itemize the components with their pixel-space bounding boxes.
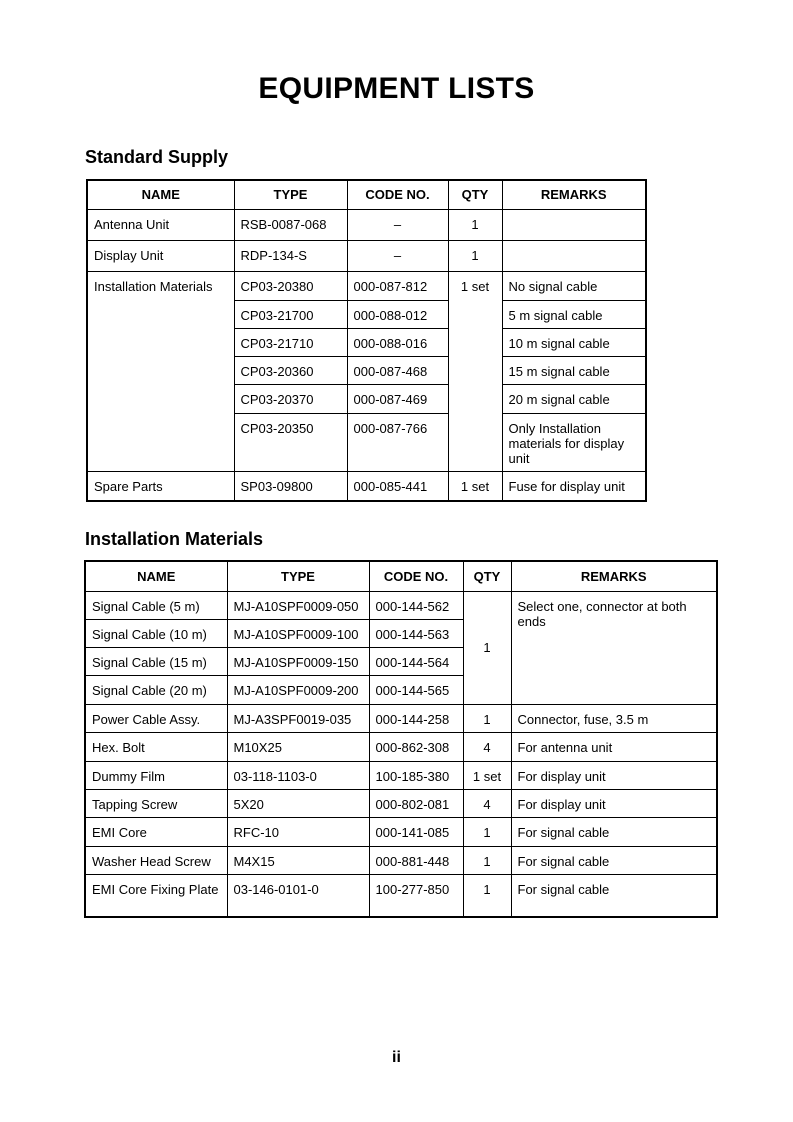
cell-qty: 1 (448, 209, 502, 240)
cell-type: SP03-09800 (234, 471, 347, 501)
cell-name: Antenna Unit (87, 209, 234, 240)
table-header-row (87, 180, 646, 209)
cell-code: 000-087-469 (347, 384, 448, 413)
cell-qty: 1 (448, 240, 502, 271)
column-header: REMARKS (502, 180, 646, 209)
cell-code: 100-185-380 (369, 761, 463, 789)
cell-code: – (347, 240, 448, 271)
cell-remarks: For signal cable (511, 846, 717, 874)
standard-supply-table (86, 179, 647, 502)
cell-qty: 1 set (463, 761, 511, 789)
cell-name: Display Unit (87, 240, 234, 271)
cell-code: 100-277-850 (369, 874, 463, 917)
column-header: TYPE (234, 180, 347, 209)
cell-name: EMI Core Fixing Plate (85, 874, 227, 917)
cell-remarks: For antenna unit (511, 732, 717, 761)
cell-remarks: Connector, fuse, 3.5 m (511, 704, 717, 732)
cell-name: EMI Core (85, 817, 227, 846)
cell-type: CP03-20350 (234, 413, 347, 471)
cell-type: RDP-134-S (234, 240, 347, 271)
table-row (85, 591, 717, 619)
column-header: CODE NO. (369, 561, 463, 591)
cell-type: 03-146-0101-0 (227, 874, 369, 917)
cell-qty: 4 (463, 789, 511, 817)
installation-materials-heading: Installation Materials (85, 529, 264, 549)
cell-name: Signal Cable (5 m) (85, 591, 227, 619)
table-row (87, 209, 646, 240)
installation-materials-table (84, 560, 718, 918)
cell-type: MJ-A10SPF0009-150 (227, 647, 369, 675)
cell-remarks: 15 m signal cable (502, 356, 646, 384)
cell-remarks: For display unit (511, 789, 717, 817)
cell-code: 000-088-016 (347, 328, 448, 356)
cell-type: MJ-A10SPF0009-050 (227, 591, 369, 619)
cell-name: Tapping Screw (85, 789, 227, 817)
cell-type: CP03-20360 (234, 356, 347, 384)
cell-code: 000-881-448 (369, 846, 463, 874)
cell-remarks (502, 209, 646, 240)
table-row (85, 874, 717, 917)
table-row (85, 761, 717, 789)
cell-remarks: For display unit (511, 761, 717, 789)
table-row (87, 271, 646, 300)
cell-code: 000-088-012 (347, 300, 448, 328)
cell-remarks: Select one, connector at both ends (511, 591, 717, 704)
cell-qty: 4 (463, 732, 511, 761)
cell-type: CP03-20370 (234, 384, 347, 413)
cell-code: 000-141-085 (369, 817, 463, 846)
cell-qty: 1 (463, 817, 511, 846)
cell-name: Hex. Bolt (85, 732, 227, 761)
cell-remarks (502, 240, 646, 271)
cell-name: Dummy Film (85, 761, 227, 789)
cell-qty: 1 set (448, 271, 502, 471)
column-header: NAME (87, 180, 234, 209)
cell-code: 000-087-766 (347, 413, 448, 471)
cell-remarks: 5 m signal cable (502, 300, 646, 328)
cell-code: 000-144-564 (369, 647, 463, 675)
cell-code: 000-862-308 (369, 732, 463, 761)
column-header: QTY (463, 561, 511, 591)
cell-type: M10X25 (227, 732, 369, 761)
cell-type: CP03-21710 (234, 328, 347, 356)
column-header: CODE NO. (347, 180, 448, 209)
cell-qty: 1 (463, 874, 511, 917)
cell-qty: 1 (463, 846, 511, 874)
table-row (85, 817, 717, 846)
column-header: REMARKS (511, 561, 717, 591)
cell-qty: 1 set (448, 471, 502, 501)
cell-name: Signal Cable (15 m) (85, 647, 227, 675)
cell-remarks: 20 m signal cable (502, 384, 646, 413)
cell-code: 000-085-441 (347, 471, 448, 501)
cell-type: MJ-A3SPF0019-035 (227, 704, 369, 732)
cell-name: Power Cable Assy. (85, 704, 227, 732)
column-header: TYPE (227, 561, 369, 591)
cell-name: Installation Materials (87, 271, 234, 471)
cell-code: 000-087-812 (347, 271, 448, 300)
table-row (85, 704, 717, 732)
cell-qty: 1 (463, 591, 511, 704)
cell-type: 03-118-1103-0 (227, 761, 369, 789)
table-row (85, 846, 717, 874)
cell-code: – (347, 209, 448, 240)
cell-code: 000-144-258 (369, 704, 463, 732)
cell-qty: 1 (463, 704, 511, 732)
table-row (87, 471, 646, 501)
column-header: NAME (85, 561, 227, 591)
table-row (85, 789, 717, 817)
cell-name: Washer Head Screw (85, 846, 227, 874)
cell-type: MJ-A10SPF0009-100 (227, 619, 369, 647)
table-row (87, 240, 646, 271)
cell-code: 000-087-468 (347, 356, 448, 384)
cell-name: Signal Cable (10 m) (85, 619, 227, 647)
cell-remarks: For signal cable (511, 817, 717, 846)
cell-remarks: No signal cable (502, 271, 646, 300)
cell-type: CP03-21700 (234, 300, 347, 328)
table-header-row (85, 561, 717, 591)
cell-remarks: Fuse for display unit (502, 471, 646, 501)
cell-type: MJ-A10SPF0009-200 (227, 675, 369, 704)
cell-remarks: For signal cable (511, 874, 717, 917)
cell-code: 000-144-562 (369, 591, 463, 619)
cell-name: Spare Parts (87, 471, 234, 501)
cell-type: M4X15 (227, 846, 369, 874)
cell-remarks: 10 m signal cable (502, 328, 646, 356)
cell-type: RFC-10 (227, 817, 369, 846)
cell-name: Signal Cable (20 m) (85, 675, 227, 704)
table-row (85, 732, 717, 761)
cell-type: CP03-20380 (234, 271, 347, 300)
standard-supply-heading: Standard Supply (85, 147, 229, 167)
page-number: ii (392, 1049, 401, 1066)
column-header: QTY (448, 180, 502, 209)
cell-code: 000-802-081 (369, 789, 463, 817)
cell-type: RSB-0087-068 (234, 209, 347, 240)
cell-type: 5X20 (227, 789, 369, 817)
cell-code: 000-144-563 (369, 619, 463, 647)
cell-code: 000-144-565 (369, 675, 463, 704)
cell-remarks: Only Installation materials for display unit (502, 413, 646, 471)
page-title: EQUIPMENT LISTS (258, 72, 535, 105)
